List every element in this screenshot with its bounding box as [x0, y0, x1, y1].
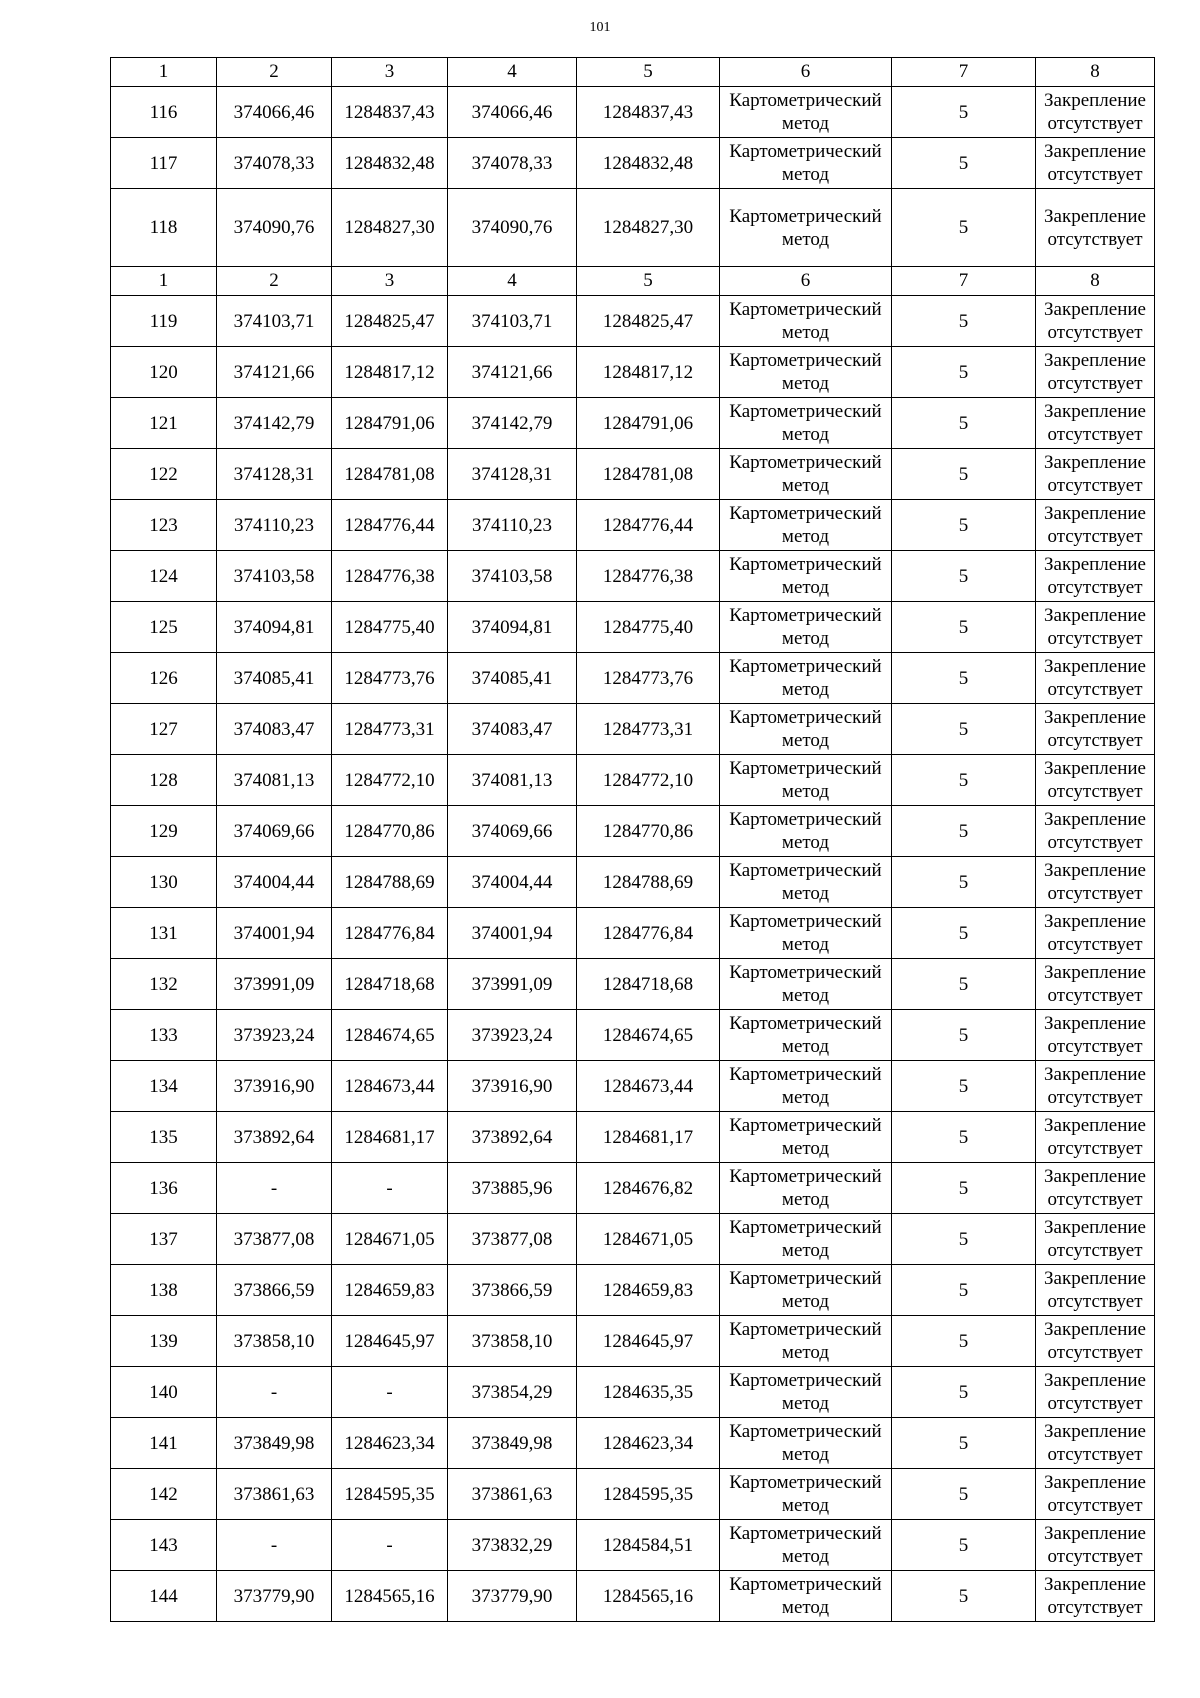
point-number-cell: 143 — [111, 1520, 217, 1571]
existing-y-cell: 1284773,76 — [332, 653, 448, 704]
fixing-cell: Закрепление отсутствует — [1036, 500, 1155, 551]
new-x-cell: 374110,23 — [448, 500, 577, 551]
existing-x-cell: 374085,41 — [217, 653, 332, 704]
new-x-cell: 374094,81 — [448, 602, 577, 653]
point-number-cell: 133 — [111, 1010, 217, 1061]
new-y-cell: 1284788,69 — [577, 857, 720, 908]
method-cell: Картометрический метод — [720, 87, 892, 138]
method-cell: Картометрический метод — [720, 602, 892, 653]
accuracy-cell: 5 — [892, 1265, 1036, 1316]
existing-x-cell: 373923,24 — [217, 1010, 332, 1061]
point-number-cell: 123 — [111, 500, 217, 551]
existing-y-cell: 1284770,86 — [332, 806, 448, 857]
existing-y-cell: 1284673,44 — [332, 1061, 448, 1112]
fixing-cell: Закрепление отсутствует — [1036, 908, 1155, 959]
table-row — [111, 1469, 1155, 1520]
existing-y-cell: 1284595,35 — [332, 1469, 448, 1520]
accuracy-cell: 5 — [892, 1316, 1036, 1367]
existing-y-cell: 1284827,30 — [332, 189, 448, 267]
table-row — [111, 296, 1155, 347]
table-row — [111, 755, 1155, 806]
new-x-cell: 373892,64 — [448, 1112, 577, 1163]
accuracy-cell: 5 — [892, 653, 1036, 704]
existing-y-cell: 1284772,10 — [332, 755, 448, 806]
accuracy-cell: 5 — [892, 500, 1036, 551]
existing-y-cell: - — [332, 1520, 448, 1571]
new-y-cell: 1284773,76 — [577, 653, 720, 704]
method-cell: Картометрический метод — [720, 1469, 892, 1520]
new-y-cell: 1284595,35 — [577, 1469, 720, 1520]
method-cell: Картометрический метод — [720, 189, 892, 267]
fixing-cell: Закрепление отсутствует — [1036, 138, 1155, 189]
column-number-cell: 3 — [332, 267, 448, 296]
method-cell: Картометрический метод — [720, 653, 892, 704]
method-cell: Картометрический метод — [720, 1265, 892, 1316]
new-y-cell: 1284635,35 — [577, 1367, 720, 1418]
accuracy-cell: 5 — [892, 551, 1036, 602]
existing-x-cell: 374103,58 — [217, 551, 332, 602]
existing-x-cell: 374090,76 — [217, 189, 332, 267]
existing-x-cell: 373849,98 — [217, 1418, 332, 1469]
new-y-cell: 1284825,47 — [577, 296, 720, 347]
column-number-cell: 3 — [332, 58, 448, 87]
existing-x-cell: 373892,64 — [217, 1112, 332, 1163]
method-cell: Картометрический метод — [720, 908, 892, 959]
column-number-cell: 8 — [1036, 58, 1155, 87]
new-y-cell: 1284832,48 — [577, 138, 720, 189]
existing-x-cell: 373866,59 — [217, 1265, 332, 1316]
existing-y-cell: 1284825,47 — [332, 296, 448, 347]
new-y-cell: 1284817,12 — [577, 347, 720, 398]
accuracy-cell: 5 — [892, 857, 1036, 908]
accuracy-cell: 5 — [892, 138, 1036, 189]
new-x-cell: 374081,13 — [448, 755, 577, 806]
table-row — [111, 347, 1155, 398]
existing-x-cell: 373877,08 — [217, 1214, 332, 1265]
existing-y-cell: 1284718,68 — [332, 959, 448, 1010]
new-x-cell: 374066,46 — [448, 87, 577, 138]
point-number-cell: 141 — [111, 1418, 217, 1469]
method-cell: Картометрический метод — [720, 755, 892, 806]
existing-x-cell: 374081,13 — [217, 755, 332, 806]
existing-x-cell: - — [217, 1367, 332, 1418]
fixing-cell: Закрепление отсутствует — [1036, 347, 1155, 398]
existing-y-cell: 1284817,12 — [332, 347, 448, 398]
column-number-cell: 4 — [448, 58, 577, 87]
accuracy-cell: 5 — [892, 1112, 1036, 1163]
new-y-cell: 1284770,86 — [577, 806, 720, 857]
accuracy-cell: 5 — [892, 602, 1036, 653]
existing-x-cell: 373779,90 — [217, 1571, 332, 1622]
table-row — [111, 1265, 1155, 1316]
table-row — [111, 398, 1155, 449]
existing-y-cell: 1284681,17 — [332, 1112, 448, 1163]
method-cell: Картометрический метод — [720, 449, 892, 500]
existing-x-cell: 374004,44 — [217, 857, 332, 908]
new-x-cell: 373832,29 — [448, 1520, 577, 1571]
new-y-cell: 1284772,10 — [577, 755, 720, 806]
method-cell: Картометрический метод — [720, 1520, 892, 1571]
fixing-cell: Закрепление отсутствует — [1036, 87, 1155, 138]
point-number-cell: 127 — [111, 704, 217, 755]
new-x-cell: 374121,66 — [448, 347, 577, 398]
new-y-cell: 1284776,44 — [577, 500, 720, 551]
table-row — [111, 500, 1155, 551]
fixing-cell: Закрепление отсутствует — [1036, 551, 1155, 602]
existing-y-cell: 1284645,97 — [332, 1316, 448, 1367]
existing-y-cell: - — [332, 1367, 448, 1418]
point-number-cell: 137 — [111, 1214, 217, 1265]
fixing-cell: Закрепление отсутствует — [1036, 1163, 1155, 1214]
new-x-cell: 373923,24 — [448, 1010, 577, 1061]
new-y-cell: 1284776,38 — [577, 551, 720, 602]
point-number-cell: 124 — [111, 551, 217, 602]
point-number-cell: 119 — [111, 296, 217, 347]
point-number-cell: 142 — [111, 1469, 217, 1520]
table-row — [111, 1214, 1155, 1265]
table-row — [111, 449, 1155, 500]
method-cell: Картометрический метод — [720, 347, 892, 398]
new-y-cell: 1284791,06 — [577, 398, 720, 449]
new-y-cell: 1284718,68 — [577, 959, 720, 1010]
table-row — [111, 857, 1155, 908]
method-cell: Картометрический метод — [720, 551, 892, 602]
new-x-cell: 374128,31 — [448, 449, 577, 500]
existing-x-cell: 374078,33 — [217, 138, 332, 189]
existing-x-cell: 373861,63 — [217, 1469, 332, 1520]
new-x-cell: 373991,09 — [448, 959, 577, 1010]
new-y-cell: 1284645,97 — [577, 1316, 720, 1367]
point-number-cell: 129 — [111, 806, 217, 857]
table-row — [111, 1112, 1155, 1163]
fixing-cell: Закрепление отсутствует — [1036, 602, 1155, 653]
method-cell: Картометрический метод — [720, 806, 892, 857]
accuracy-cell: 5 — [892, 189, 1036, 267]
fixing-cell: Закрепление отсутствует — [1036, 806, 1155, 857]
new-x-cell: 374069,66 — [448, 806, 577, 857]
new-y-cell: 1284673,44 — [577, 1061, 720, 1112]
accuracy-cell: 5 — [892, 87, 1036, 138]
fixing-cell: Закрепление отсутствует — [1036, 1418, 1155, 1469]
point-number-cell: 116 — [111, 87, 217, 138]
existing-y-cell: 1284776,44 — [332, 500, 448, 551]
existing-y-cell: 1284623,34 — [332, 1418, 448, 1469]
existing-x-cell: 374128,31 — [217, 449, 332, 500]
accuracy-cell: 5 — [892, 1469, 1036, 1520]
accuracy-cell: 5 — [892, 959, 1036, 1010]
method-cell: Картометрический метод — [720, 138, 892, 189]
new-y-cell: 1284565,16 — [577, 1571, 720, 1622]
accuracy-cell: 5 — [892, 398, 1036, 449]
table-row — [111, 653, 1155, 704]
fixing-cell: Закрепление отсутствует — [1036, 189, 1155, 267]
column-number-cell: 1 — [111, 267, 217, 296]
table-row — [111, 1316, 1155, 1367]
fixing-cell: Закрепление отсутствует — [1036, 959, 1155, 1010]
existing-x-cell: 373858,10 — [217, 1316, 332, 1367]
fixing-cell: Закрепление отсутствует — [1036, 755, 1155, 806]
existing-x-cell: 374142,79 — [217, 398, 332, 449]
fixing-cell: Закрепление отсутствует — [1036, 1061, 1155, 1112]
existing-x-cell: 374094,81 — [217, 602, 332, 653]
new-x-cell: 374103,58 — [448, 551, 577, 602]
fixing-cell: Закрепление отсутствует — [1036, 1214, 1155, 1265]
accuracy-cell: 5 — [892, 1367, 1036, 1418]
table-row — [111, 87, 1155, 138]
method-cell: Картометрический метод — [720, 1316, 892, 1367]
accuracy-cell: 5 — [892, 1520, 1036, 1571]
new-x-cell: 373916,90 — [448, 1061, 577, 1112]
fixing-cell: Закрепление отсутствует — [1036, 653, 1155, 704]
point-number-cell: 131 — [111, 908, 217, 959]
new-x-cell: 373858,10 — [448, 1316, 577, 1367]
fixing-cell: Закрепление отсутствует — [1036, 704, 1155, 755]
table-row — [111, 1061, 1155, 1112]
existing-x-cell: 373991,09 — [217, 959, 332, 1010]
table-row — [111, 704, 1155, 755]
table-row — [111, 1163, 1155, 1214]
table-row — [111, 551, 1155, 602]
coordinates-table — [110, 57, 1155, 1622]
point-number-cell: 125 — [111, 602, 217, 653]
accuracy-cell: 5 — [892, 347, 1036, 398]
method-cell: Картометрический метод — [720, 959, 892, 1010]
method-cell: Картометрический метод — [720, 1010, 892, 1061]
point-number-cell: 121 — [111, 398, 217, 449]
new-y-cell: 1284671,05 — [577, 1214, 720, 1265]
new-x-cell: 374078,33 — [448, 138, 577, 189]
fixing-cell: Закрепление отсутствует — [1036, 1367, 1155, 1418]
existing-x-cell: 373916,90 — [217, 1061, 332, 1112]
column-number-cell: 5 — [577, 58, 720, 87]
method-cell: Картометрический метод — [720, 857, 892, 908]
existing-y-cell: 1284776,84 — [332, 908, 448, 959]
point-number-cell: 128 — [111, 755, 217, 806]
point-number-cell: 118 — [111, 189, 217, 267]
point-number-cell: 117 — [111, 138, 217, 189]
existing-y-cell: 1284832,48 — [332, 138, 448, 189]
point-number-cell: 122 — [111, 449, 217, 500]
accuracy-cell: 5 — [892, 755, 1036, 806]
point-number-cell: 130 — [111, 857, 217, 908]
new-x-cell: 373866,59 — [448, 1265, 577, 1316]
accuracy-cell: 5 — [892, 806, 1036, 857]
new-y-cell: 1284775,40 — [577, 602, 720, 653]
new-y-cell: 1284674,65 — [577, 1010, 720, 1061]
column-number-cell: 4 — [448, 267, 577, 296]
existing-y-cell: 1284791,06 — [332, 398, 448, 449]
accuracy-cell: 5 — [892, 1163, 1036, 1214]
existing-x-cell: 374069,66 — [217, 806, 332, 857]
method-cell: Картометрический метод — [720, 500, 892, 551]
column-number-cell: 2 — [217, 58, 332, 87]
point-number-cell: 134 — [111, 1061, 217, 1112]
existing-x-cell: 374001,94 — [217, 908, 332, 959]
new-x-cell: 374001,94 — [448, 908, 577, 959]
existing-y-cell: 1284565,16 — [332, 1571, 448, 1622]
point-number-cell: 144 — [111, 1571, 217, 1622]
fixing-cell: Закрепление отсутствует — [1036, 1010, 1155, 1061]
existing-x-cell: 374103,71 — [217, 296, 332, 347]
table-row — [111, 189, 1155, 267]
accuracy-cell: 5 — [892, 1061, 1036, 1112]
new-y-cell: 1284827,30 — [577, 189, 720, 267]
fixing-cell: Закрепление отсутствует — [1036, 857, 1155, 908]
existing-y-cell: - — [332, 1163, 448, 1214]
page-number: 101 — [589, 20, 611, 35]
method-cell: Картометрический метод — [720, 704, 892, 755]
accuracy-cell: 5 — [892, 1214, 1036, 1265]
table-row — [111, 908, 1155, 959]
new-x-cell: 374142,79 — [448, 398, 577, 449]
new-y-cell: 1284623,34 — [577, 1418, 720, 1469]
method-cell: Картометрический метод — [720, 296, 892, 347]
accuracy-cell: 5 — [892, 908, 1036, 959]
new-y-cell: 1284659,83 — [577, 1265, 720, 1316]
existing-x-cell: 374083,47 — [217, 704, 332, 755]
point-number-cell: 135 — [111, 1112, 217, 1163]
point-number-cell: 126 — [111, 653, 217, 704]
new-x-cell: 373877,08 — [448, 1214, 577, 1265]
accuracy-cell: 5 — [892, 449, 1036, 500]
existing-y-cell: 1284659,83 — [332, 1265, 448, 1316]
fixing-cell: Закрепление отсутствует — [1036, 1571, 1155, 1622]
existing-y-cell: 1284781,08 — [332, 449, 448, 500]
point-number-cell: 132 — [111, 959, 217, 1010]
column-number-cell: 2 — [217, 267, 332, 296]
table-row — [111, 1520, 1155, 1571]
new-y-cell: 1284837,43 — [577, 87, 720, 138]
new-x-cell: 374004,44 — [448, 857, 577, 908]
table-row — [111, 1571, 1155, 1622]
fixing-cell: Закрепление отсутствует — [1036, 1112, 1155, 1163]
table-row — [111, 1367, 1155, 1418]
new-y-cell: 1284781,08 — [577, 449, 720, 500]
table-row — [111, 806, 1155, 857]
method-cell: Картометрический метод — [720, 1112, 892, 1163]
table-row — [111, 959, 1155, 1010]
accuracy-cell: 5 — [892, 296, 1036, 347]
fixing-cell: Закрепление отсутствует — [1036, 1265, 1155, 1316]
method-cell: Картометрический метод — [720, 1418, 892, 1469]
existing-x-cell: 374110,23 — [217, 500, 332, 551]
new-x-cell: 374083,47 — [448, 704, 577, 755]
existing-y-cell: 1284776,38 — [332, 551, 448, 602]
method-cell: Картометрический метод — [720, 1214, 892, 1265]
new-x-cell: 373779,90 — [448, 1571, 577, 1622]
fixing-cell: Закрепление отсутствует — [1036, 1520, 1155, 1571]
method-cell: Картометрический метод — [720, 398, 892, 449]
table-row — [111, 1418, 1155, 1469]
new-x-cell: 374090,76 — [448, 189, 577, 267]
table-row — [111, 138, 1155, 189]
fixing-cell: Закрепление отсутствует — [1036, 449, 1155, 500]
point-number-cell: 136 — [111, 1163, 217, 1214]
existing-y-cell: 1284788,69 — [332, 857, 448, 908]
column-number-cell: 8 — [1036, 267, 1155, 296]
fixing-cell: Закрепление отсутствует — [1036, 1469, 1155, 1520]
new-x-cell: 373854,29 — [448, 1367, 577, 1418]
method-cell: Картометрический метод — [720, 1367, 892, 1418]
existing-x-cell: 374066,46 — [217, 87, 332, 138]
method-cell: Картометрический метод — [720, 1061, 892, 1112]
accuracy-cell: 5 — [892, 1571, 1036, 1622]
accuracy-cell: 5 — [892, 704, 1036, 755]
accuracy-cell: 5 — [892, 1418, 1036, 1469]
new-x-cell: 373885,96 — [448, 1163, 577, 1214]
method-cell: Картометрический метод — [720, 1571, 892, 1622]
existing-y-cell: 1284837,43 — [332, 87, 448, 138]
existing-x-cell: - — [217, 1163, 332, 1214]
existing-y-cell: 1284674,65 — [332, 1010, 448, 1061]
column-number-row — [111, 267, 1155, 296]
column-number-cell: 7 — [892, 267, 1036, 296]
new-y-cell: 1284584,51 — [577, 1520, 720, 1571]
new-x-cell: 374103,71 — [448, 296, 577, 347]
existing-y-cell: 1284773,31 — [332, 704, 448, 755]
fixing-cell: Закрепление отсутствует — [1036, 1316, 1155, 1367]
column-number-cell: 1 — [111, 58, 217, 87]
new-y-cell: 1284676,82 — [577, 1163, 720, 1214]
new-y-cell: 1284773,31 — [577, 704, 720, 755]
existing-x-cell: 374121,66 — [217, 347, 332, 398]
column-number-cell: 6 — [720, 58, 892, 87]
point-number-cell: 139 — [111, 1316, 217, 1367]
table-row — [111, 1010, 1155, 1061]
existing-y-cell: 1284671,05 — [332, 1214, 448, 1265]
new-y-cell: 1284776,84 — [577, 908, 720, 959]
table-row — [111, 602, 1155, 653]
column-number-cell: 6 — [720, 267, 892, 296]
method-cell: Картометрический метод — [720, 1163, 892, 1214]
new-y-cell: 1284681,17 — [577, 1112, 720, 1163]
accuracy-cell: 5 — [892, 1010, 1036, 1061]
column-number-row — [111, 58, 1155, 87]
point-number-cell: 140 — [111, 1367, 217, 1418]
new-x-cell: 374085,41 — [448, 653, 577, 704]
new-x-cell: 373849,98 — [448, 1418, 577, 1469]
existing-y-cell: 1284775,40 — [332, 602, 448, 653]
fixing-cell: Закрепление отсутствует — [1036, 296, 1155, 347]
column-number-cell: 5 — [577, 267, 720, 296]
point-number-cell: 138 — [111, 1265, 217, 1316]
table-body — [111, 58, 1155, 1622]
column-number-cell: 7 — [892, 58, 1036, 87]
existing-x-cell: - — [217, 1520, 332, 1571]
point-number-cell: 120 — [111, 347, 217, 398]
fixing-cell: Закрепление отсутствует — [1036, 398, 1155, 449]
new-x-cell: 373861,63 — [448, 1469, 577, 1520]
